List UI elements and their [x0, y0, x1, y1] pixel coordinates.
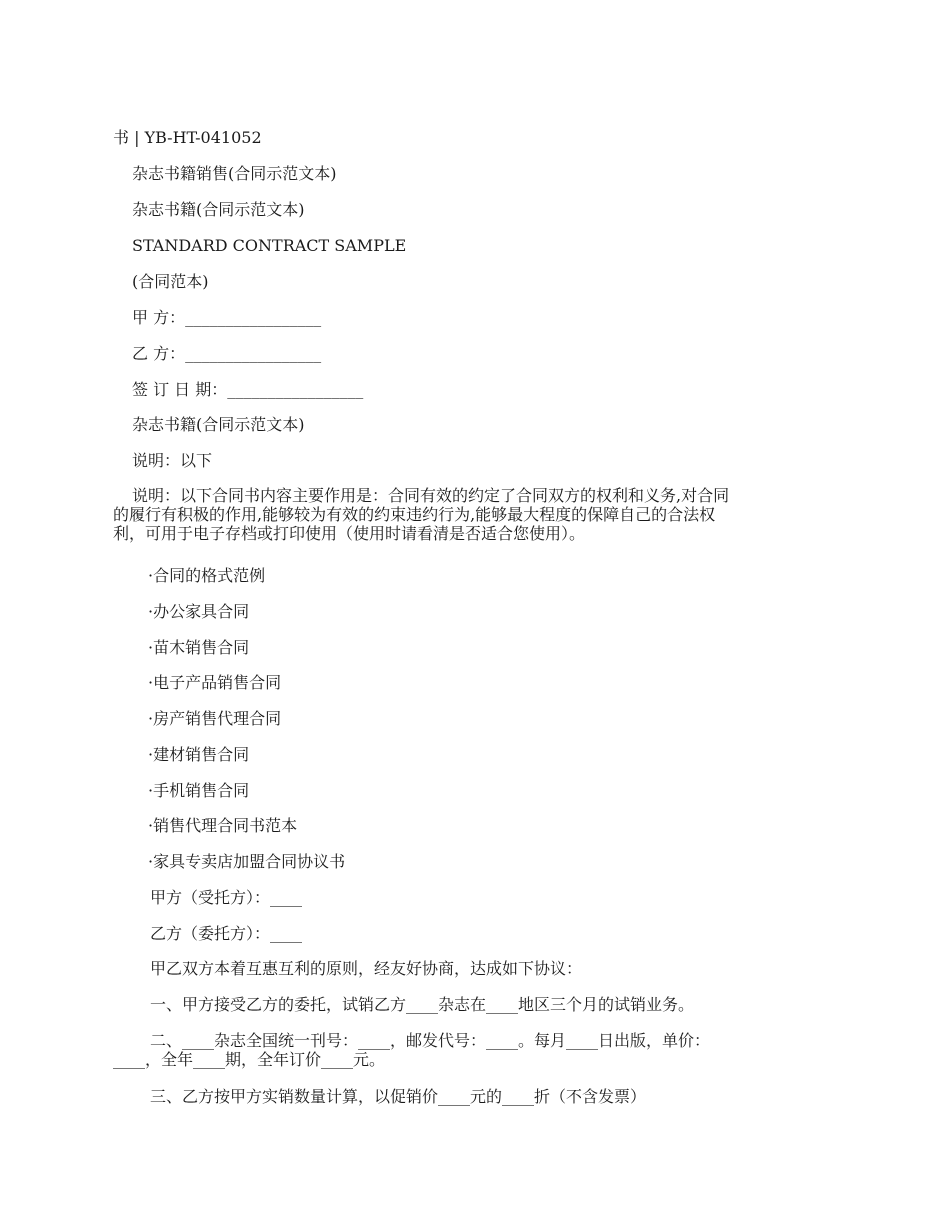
intro-line-2: 的履行有积极的作用,能够较为有效的约束违约行为,能够最大程度的保障自己的合法权 [113, 505, 716, 524]
subtitle: 杂志书籍(合同示范文本) [132, 200, 305, 219]
clause-2 [113, 1031, 833, 1069]
related-link[interactable]: ·办公家具合同 [148, 602, 250, 621]
intro-line-3: 利，可用于电子存档或打印使用（使用时请看清是否适合您使用）。 [113, 524, 586, 543]
title-repeat: 杂志书籍(合同示范文本) [132, 415, 305, 434]
title-line: 杂志书籍销售(合同示范文本) [132, 164, 337, 183]
related-link[interactable]: ·苗木销售合同 [148, 638, 250, 657]
clause-1: 一、甲方接受乙方的委托，试销乙方____杂志在____地区三个月的试销业务。 [150, 995, 695, 1014]
sample-label: (合同范本) [132, 272, 209, 291]
related-link[interactable]: ·合同的格式范例 [148, 566, 266, 585]
party-a-line: 甲 方：_________________ [132, 308, 322, 327]
related-link[interactable]: ·建材销售合同 [148, 745, 250, 764]
clause-2-line-2: ____，全年____期，全年订价____元。 [113, 1050, 386, 1069]
intro-short: 说明：以下 [132, 451, 213, 470]
related-link[interactable]: ·销售代理合同书范本 [148, 816, 298, 835]
party-a-entrusted: 甲方（受托方）：____ [150, 888, 303, 907]
clause-2-line-1: 二、____杂志全国统一刊号：____，邮发代号：____。每月____日出版，单价： [150, 1031, 711, 1050]
related-link[interactable]: ·手机销售合同 [148, 781, 250, 800]
related-link[interactable]: ·房产销售代理合同 [148, 709, 282, 728]
clause-3: 三、乙方按甲方实销数量计算，以促销价____元的____折（不含发票） [150, 1087, 647, 1106]
sign-date-line: 签 订 日 期：_________________ [132, 380, 364, 399]
document-code: 书 | YB-HT-041052 [113, 128, 262, 147]
related-link[interactable]: ·家具专卖店加盟合同协议书 [148, 852, 346, 871]
agreement-intro: 甲乙双方本着互惠互利的原则，经友好协商，达成如下协议： [150, 959, 583, 978]
related-link[interactable]: ·电子产品销售合同 [148, 673, 282, 692]
english-title: STANDARD CONTRACT SAMPLE [132, 236, 407, 255]
intro-line-1: 说明：以下合同书内容主要作用是：合同有效的约定了合同双方的权利和义务,对合同 [132, 486, 730, 505]
intro-paragraph [113, 486, 833, 543]
party-b-line: 乙 方：_________________ [132, 344, 322, 363]
party-b-entrusting: 乙方（委托方）：____ [150, 924, 303, 943]
